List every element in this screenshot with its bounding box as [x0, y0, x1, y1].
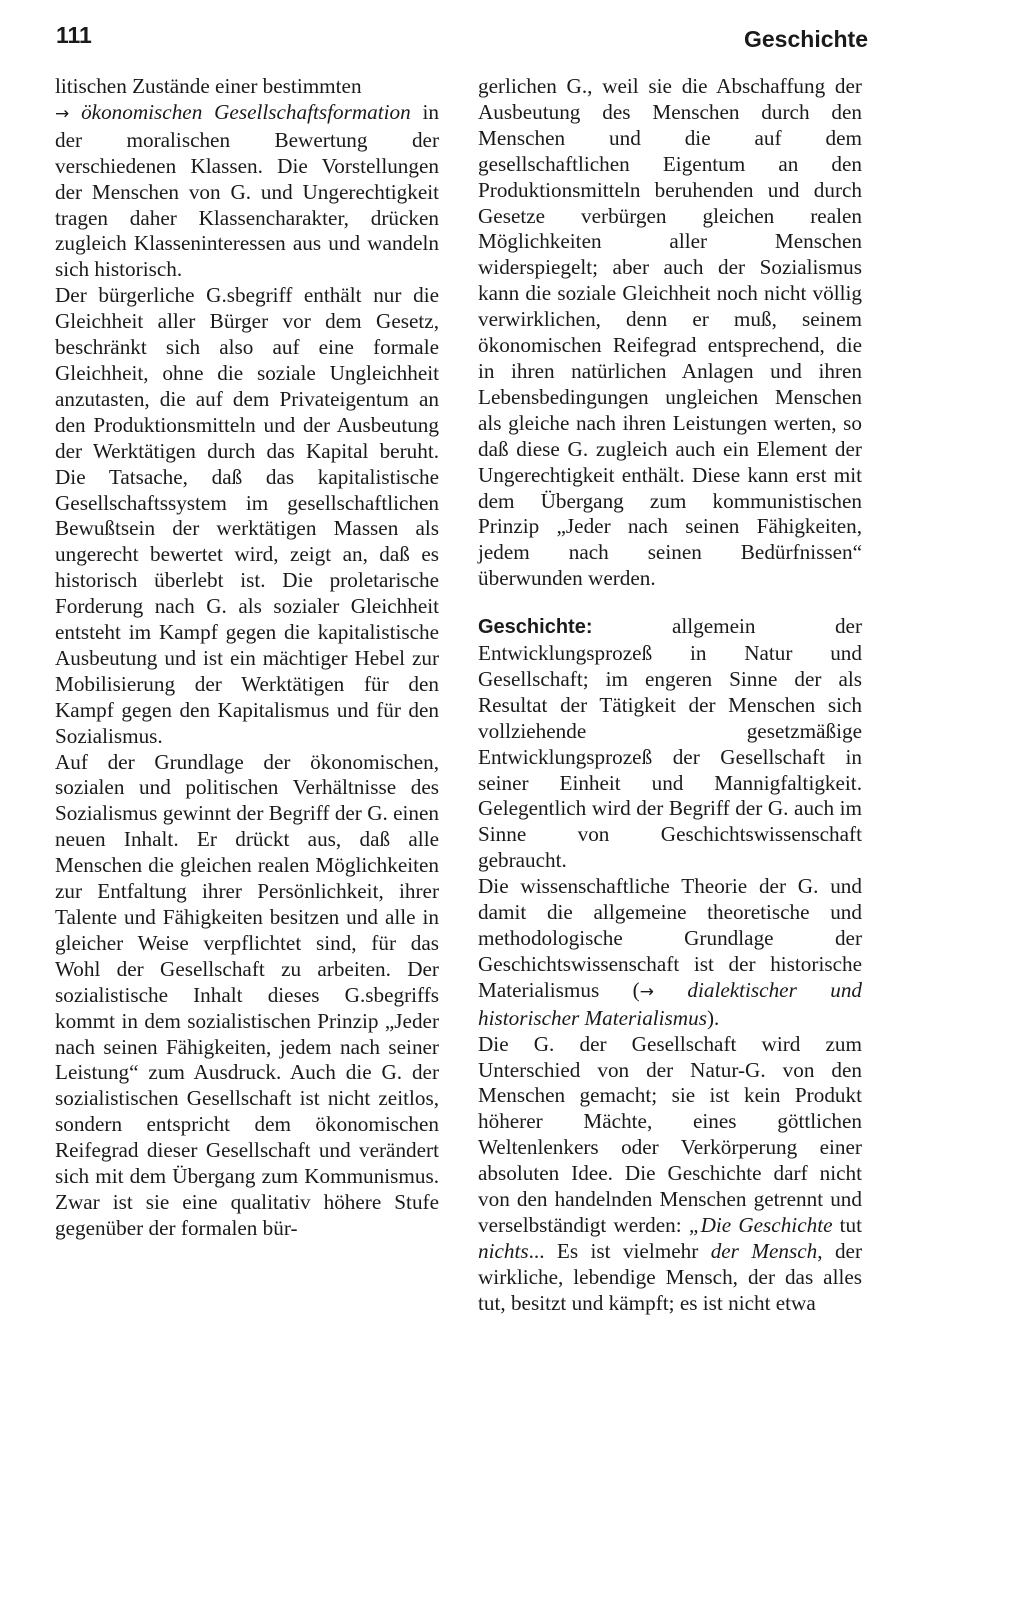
text-segment: Die G. der Gesellschaft wird zum Unterschied von der Natur-G. von den Menschen gemacht; sie ist kein Produkt höherer Mächte, eines göttlichen Weltenlenkers oder Verkörperung einer absoluten Idee. Die Geschichte darf nicht von den handelnden Menschen getrennt und verselbständigt werden: [478, 1031, 862, 1237]
left-column [55, 74, 439, 1242]
right-paragraph-1: gerlichen G., weil sie die Abschaffung der Ausbeutung des Menschen durch den Menschen und die auf dem gesellschaftlichen Eigentum an den Produktionsmitteln beruhenden und durch Gesetze verbürgen gleichen realen Möglichkeiten aller Menschen widerspiegelt; aber auch der Sozialismus kann die soziale Gleichheit noch nicht völlig verwirklichen, denn er muß, seinem ökonomischen Reifegrad entsprechend, die in ihren natürlichen Anlagen und ihren Lebensbedingungen ungleichen Menschen als gleiche nach ihren Leistungen werten, so daß diese G. zugleich auch ein Element der Ungerechtigkeit enthält. Diese kann erst mit dem Übergang zum kommunistischen Prinzip „Jeder nach seinen Fähigkeiten, jedem nach seinen Bedürfnissen“ überwunden werden. [478, 74, 862, 591]
cross-reference-term: ökonomischen Gesellschaftsformation [81, 99, 411, 124]
cross-reference-term: dialektischer und historischer Materialismus [478, 977, 863, 1030]
text-segment: tut [832, 1212, 863, 1237]
quote-italic: „Die Geschichte [688, 1212, 833, 1237]
text-segment: , der wirkliche, lebendige Mensch, der das alles tut, besitzt und kämpft; es ist nicht etwa [478, 1238, 862, 1315]
text-segment: ... Es ist vielmehr [528, 1238, 711, 1263]
text-segment: ). [706, 1005, 720, 1030]
left-paragraph-1 [55, 74, 439, 283]
page-number: 111 [56, 22, 92, 48]
text-segment: litischen Zustände einer bestimmten [55, 74, 362, 98]
dictionary-entry [478, 614, 862, 874]
cross-reference-arrow-icon: → [55, 103, 70, 124]
cross-reference-arrow-icon: → [639, 981, 654, 1002]
right-paragraph-4 [478, 1032, 862, 1317]
page-header [56, 18, 868, 58]
right-paragraph-3 [478, 874, 862, 1031]
right-column [478, 74, 862, 1317]
text-segment: in der moralischen Bewertung der verschiedenen Klassen. Die Vorstellungen der Menschen von G. und Ungerechtigkeit tragen daher Klassencharakter, drücken zugleich Klasseninteressen aus und wandeln sich historisch. [55, 99, 439, 282]
running-head: Geschichte [744, 26, 868, 52]
text-segment: Die wissenschaftliche Theorie der G. und damit die allgemeine theoretische und methodologische Grundlage der Geschichtswissenschaft ist der historische Materialismus ( [478, 874, 862, 1002]
left-paragraph-3: Auf der Grundlage der ökonomischen, sozialen und politischen Verhältnisse des Sozialismus gewinnt der Begriff der G. einen neuen Inhalt. Er drückt aus, daß alle Menschen die gleichen realen Möglichkeiten zur Entfaltung ihrer Persönlichkeit, ihrer Talente und Fähigkeiten besitzen und alle in gleicher Weise verpflichtet sind, für das Wohl der Gesellschaft zu arbeiten. Der sozialistische Inhalt dieses G.sbegriffs kommt in dem sozialistischen Prinzip „Jeder nach seinen Fähigkeiten, jedem nach seiner Leistung“ zum Ausdruck. Auch die G. der sozialistischen Gesellschaft ist nicht zeitlos, sondern entspricht dem ökonomischen Reifegrad dieser Gesellschaft und verändert sich mit dem Übergang zum Kommunismus. Zwar ist sie eine qualitativ höhere Stufe gegenüber der formalen bür- [55, 749, 439, 1240]
left-paragraph-2: Der bürgerliche G.sbegriff enthält nur die Gleichheit aller Bürger vor dem Gesetz, beschränkt sich also auf eine formale Gleichheit, ohne die soziale Ungleichheit anzutasten, die auf dem Privateigentum an den Produktionsmitteln und der Ausbeutung der Werktätigen durch das Kapital beruht. Die Tatsache, daß das kapitalistische Gesellschaftssystem im gesellschaftlichen Bewußtsein der werktätigen Massen als ungerecht bewertet wird, zeigt an, daß es historisch überlebt ist. Die proletarische Forderung nach G. als sozialer Gleichheit entsteht im Kampf gegen die kapitalistische Ausbeutung und ist ein mächtiger Hebel zur Mobilisierung der Werktätigen für den Kampf gegen den Kapitalismus und für den Sozialismus. [55, 283, 439, 748]
emphasis-italic: der Mensch [710, 1238, 818, 1263]
emphasis-italic: nichts [478, 1238, 529, 1263]
entry-definition: allgemein der Entwicklungsprozeß in Natur und Gesellschaft; im engeren Sinne der als Resultat der Tätigkeit der Menschen sich vollziehende gesetzmäßige Entwicklungsprozeß der Gesellschaft in seiner Einheit und Mannigfaltigkeit. Gelegentlich wird der Begriff der G. auch im Sinne von Geschichtswissenschaft gebraucht. [478, 614, 862, 873]
entry-term: Geschichte: [478, 616, 593, 639]
